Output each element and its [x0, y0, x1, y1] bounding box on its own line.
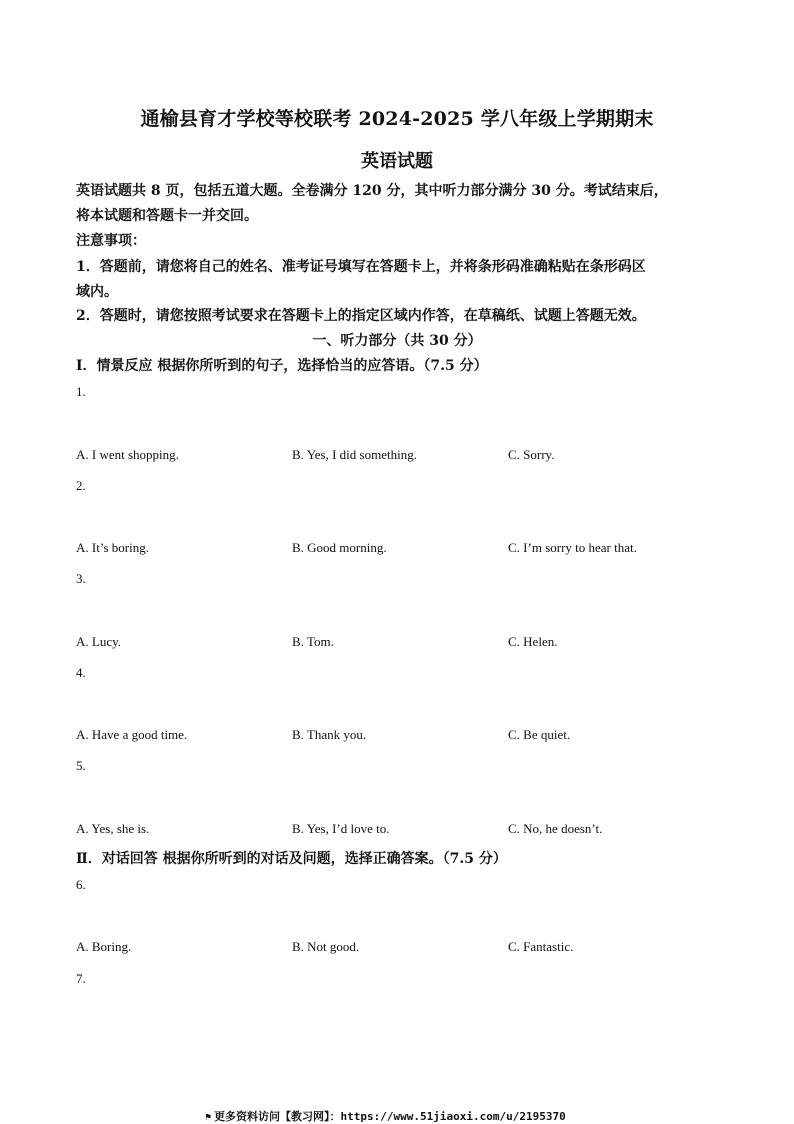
- option-c: C. Sorry.: [508, 447, 555, 462]
- option-a: A. Yes, she is.: [76, 821, 150, 836]
- note-1-line-a: 1．答题前，请您将自己的姓名、准考证号填写在答题卡上，并将条形码准确粘贴在条形码区: [76, 259, 646, 275]
- question-number: 2.: [76, 478, 86, 493]
- option-a: A. It’s boring.: [76, 540, 149, 555]
- option-c: C. No, he doesn’t.: [508, 821, 603, 836]
- question-number: 1.: [76, 384, 86, 399]
- option-b: B. Good morning.: [292, 540, 387, 555]
- intro-line-2: 将本试题和答题卡一并交回。: [76, 208, 258, 224]
- question-number: 5.: [76, 758, 86, 773]
- notice-label: 注意事项：: [76, 233, 146, 249]
- note-1-line-b: 域内。: [76, 284, 118, 300]
- option-c: C. I’m sorry to hear that.: [508, 540, 637, 555]
- footer-link[interactable]: [205, 1108, 566, 1124]
- option-c: C. Fantastic.: [508, 939, 574, 954]
- option-b: B. Tom.: [292, 634, 334, 649]
- exam-subtitle: 英语试题: [361, 151, 433, 172]
- question-number: 6.: [76, 877, 86, 892]
- option-a: A. Have a good time.: [76, 727, 188, 742]
- flag-icon: ⚑: [205, 1112, 212, 1123]
- option-c: C. Helen.: [508, 634, 558, 649]
- part-1-header: Ⅰ．情景反应 根据你所听到的句子，选择恰当的应答语。（7.5 分）: [76, 358, 488, 374]
- footer-text: 更多资料访问【教习网】：https://www.51jiaoxi.com/u/2195370: [214, 1110, 566, 1123]
- option-a: A. Lucy.: [76, 634, 122, 649]
- question-number: 3.: [76, 571, 86, 586]
- intro-line-1: 英语试题共 8 页，包括五道大题。全卷满分 120 分，其中听力部分满分 30 分。考试结束后，: [76, 183, 668, 199]
- option-a: A. Boring.: [76, 939, 132, 954]
- part-2-header: Ⅱ．对话回答 根据你所听到的对话及问题，选择正确答案。（7.5 分）: [76, 851, 507, 867]
- option-c: C. Be quiet.: [508, 727, 571, 742]
- section-header: 一、听力部分（共 30 分）: [312, 333, 482, 349]
- question-number: 4.: [76, 665, 86, 680]
- option-b: B. Not good.: [292, 939, 360, 954]
- option-a: A. I went shopping.: [76, 447, 179, 462]
- option-b: B. Thank you.: [292, 727, 367, 742]
- option-b: B. Yes, I’d love to.: [292, 821, 390, 836]
- note-2: 2．答题时，请您按照考试要求在答题卡上的指定区域内作答，在草稿纸、试题上答题无效。: [76, 308, 646, 324]
- question-number: 7.: [76, 971, 86, 986]
- option-b: B. Yes, I did something.: [292, 447, 417, 462]
- exam-title: 通榆县育才学校等校联考 2024-2025 学八年级上学期期末: [140, 108, 654, 130]
